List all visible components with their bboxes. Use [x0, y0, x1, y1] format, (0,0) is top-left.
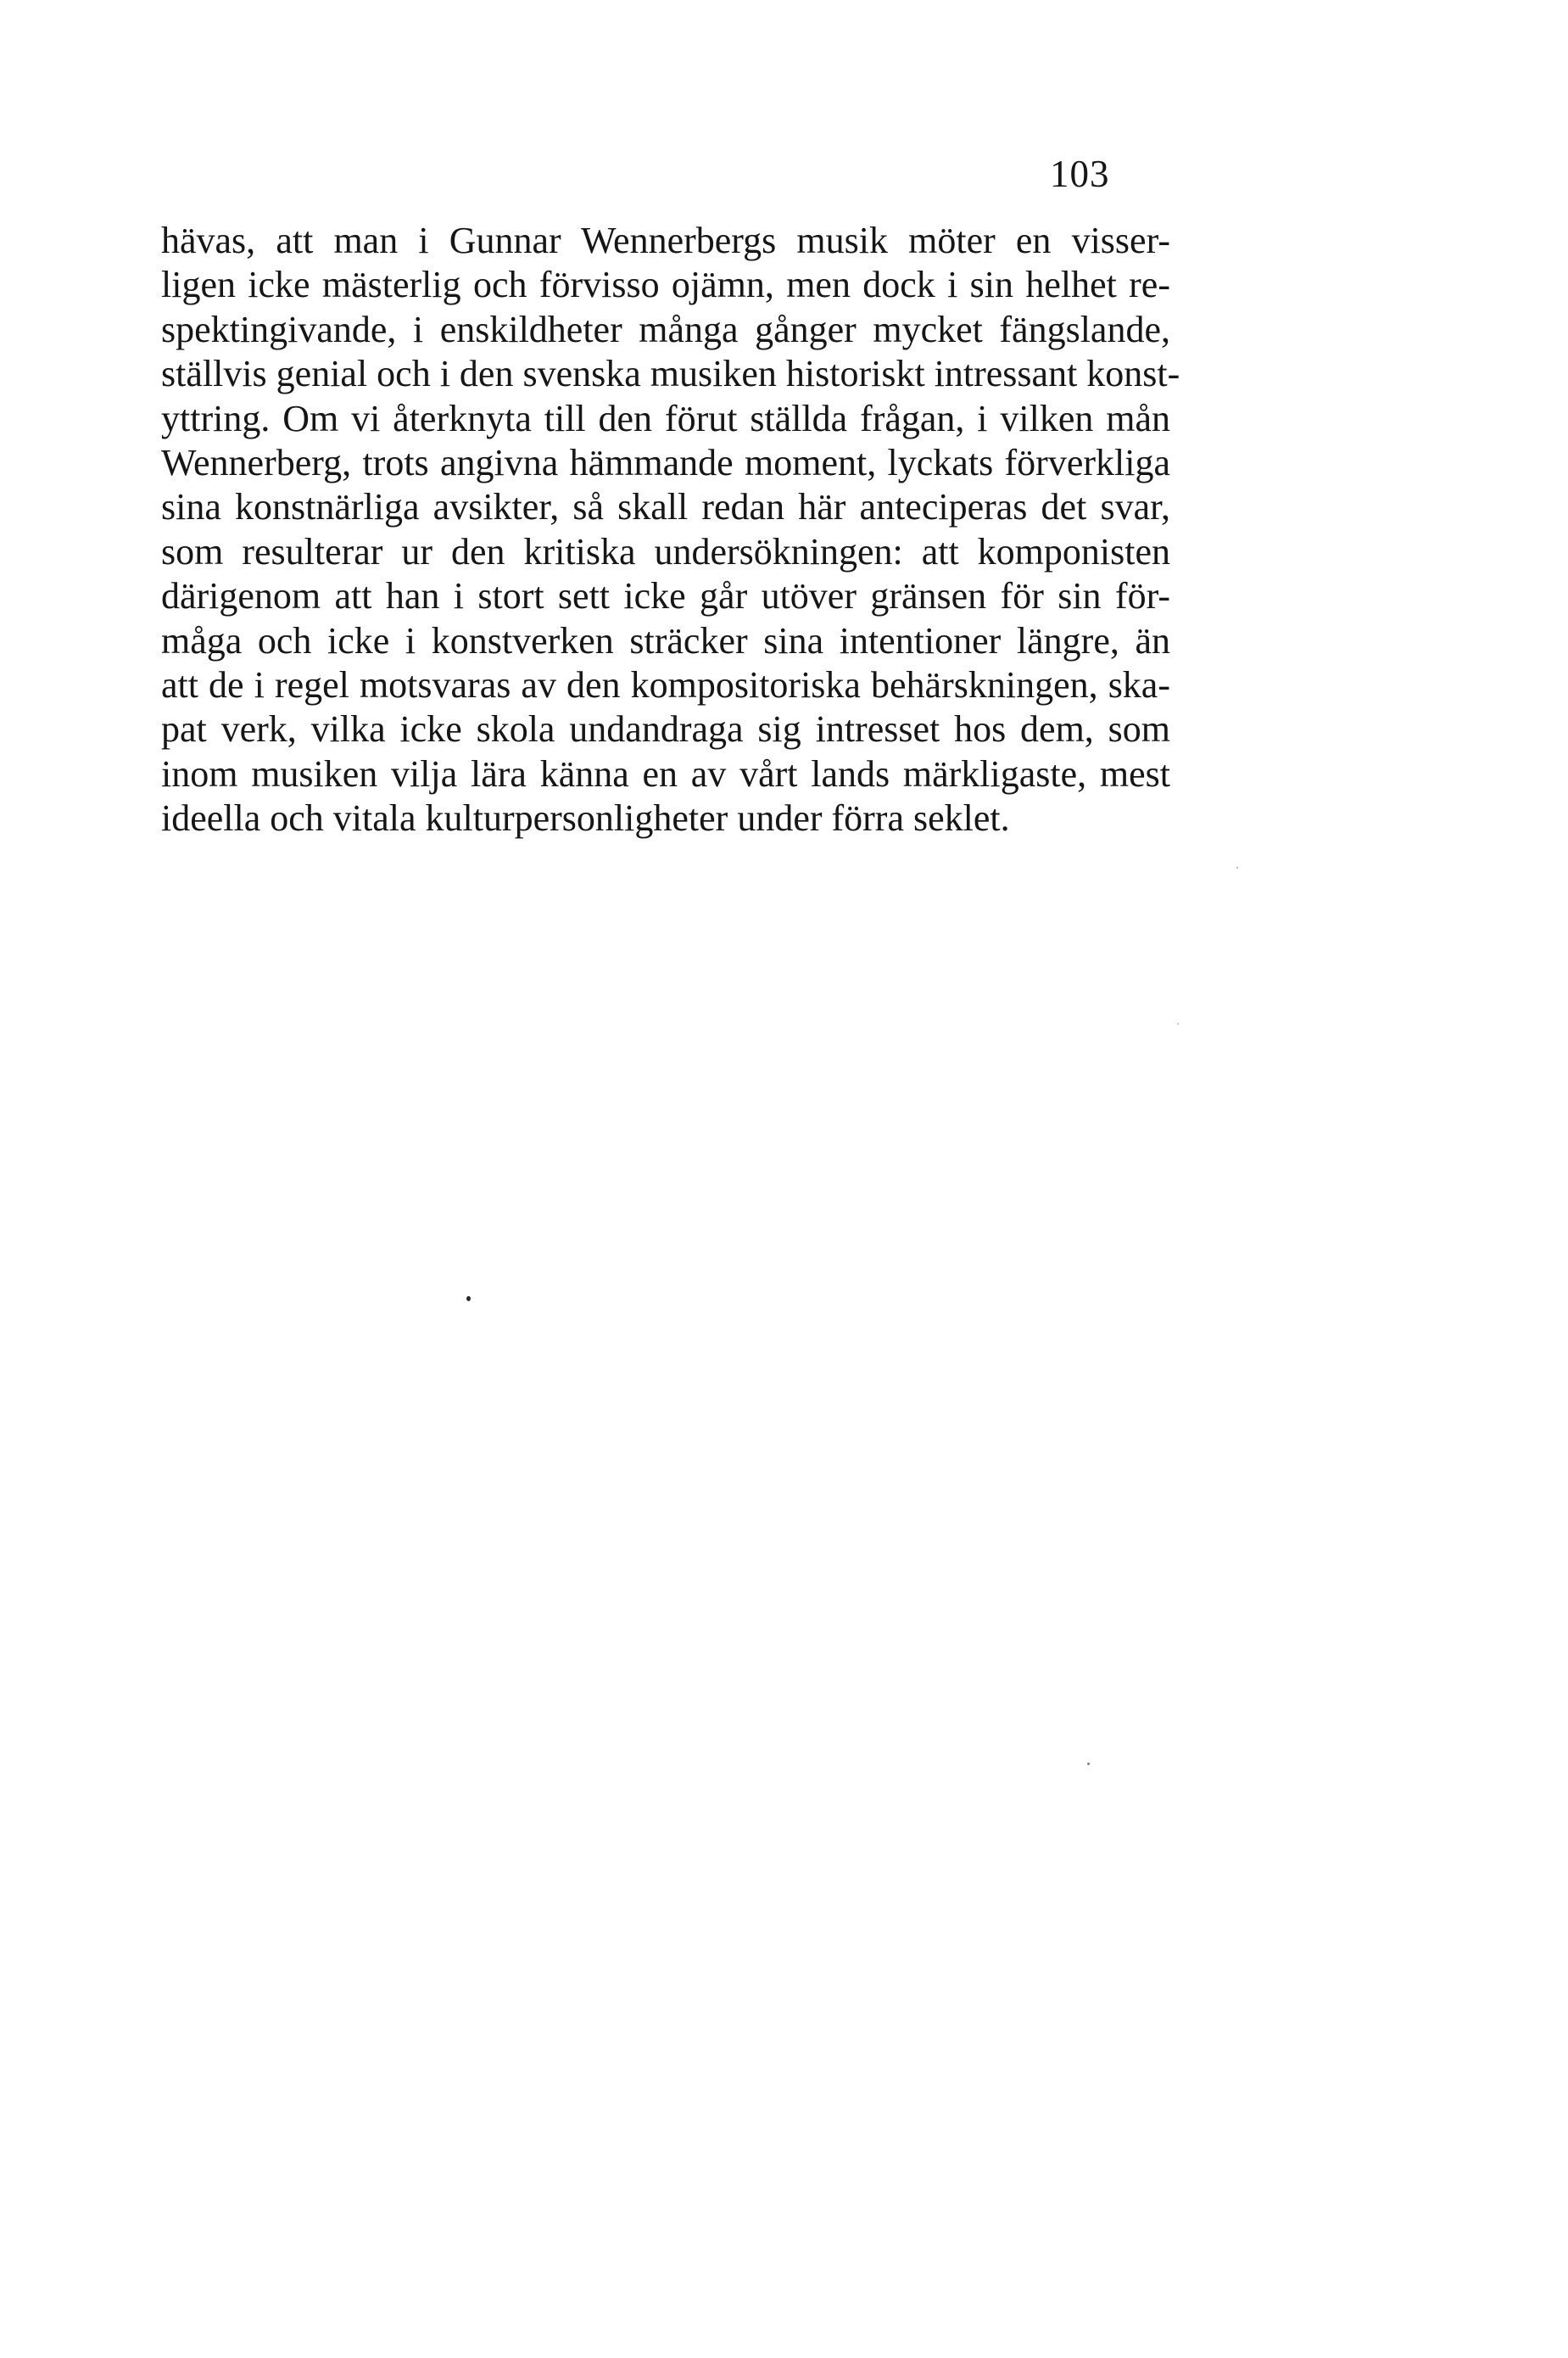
- text-line: ställvis genial och i den svenska musiken historiskt intressant konst-: [161, 353, 1180, 395]
- text-line: måga och icke i konstverken sträcker sina intentioner längre, än: [161, 619, 1170, 662]
- text-line: Wennerberg, trots angivna hämmande moment, lyckats förverkliga: [161, 441, 1170, 483]
- text-line: ideella och vitala kulturpersonligheter under förra seklet.: [161, 797, 1010, 840]
- page-number: 103: [1050, 153, 1110, 195]
- scan-speck: [1087, 1763, 1090, 1765]
- scan-speck: [466, 1296, 471, 1301]
- scan-speck: [1177, 1023, 1179, 1025]
- text-line: att de i regel motsvaras av den kompositoriska behärskningen, ska-: [161, 663, 1170, 706]
- text-line: spektingivande, i enskildheter många gånger mycket fängslande,: [161, 308, 1170, 350]
- text-line: inom musiken vilja lära känna en av vårt lands märkligaste, mest: [161, 752, 1170, 795]
- text-line: som resulterar ur den kritiska undersökningen: att komponisten: [161, 530, 1170, 573]
- text-line: hävas, att man i Gunnar Wennerbergs musik möter en visser-: [161, 220, 1170, 261]
- text-line: pat verk, vilka icke skola undandraga sig intresset hos dem, som: [161, 708, 1170, 751]
- body-text: [161, 219, 1180, 841]
- text-line: ligen icke mästerlig och förvisso ojämn, men dock i sin helhet re-: [161, 264, 1170, 306]
- scan-speck: [1236, 867, 1238, 869]
- text-line: yttring. Om vi återknyta till den förut ställda frågan, i vilken mån: [161, 397, 1170, 439]
- text-line: sina konstnärliga avsikter, så skall redan här anteciperas det svar,: [161, 486, 1170, 528]
- text-line: därigenom att han i stort sett icke går utöver gränsen för sin för-: [161, 575, 1170, 617]
